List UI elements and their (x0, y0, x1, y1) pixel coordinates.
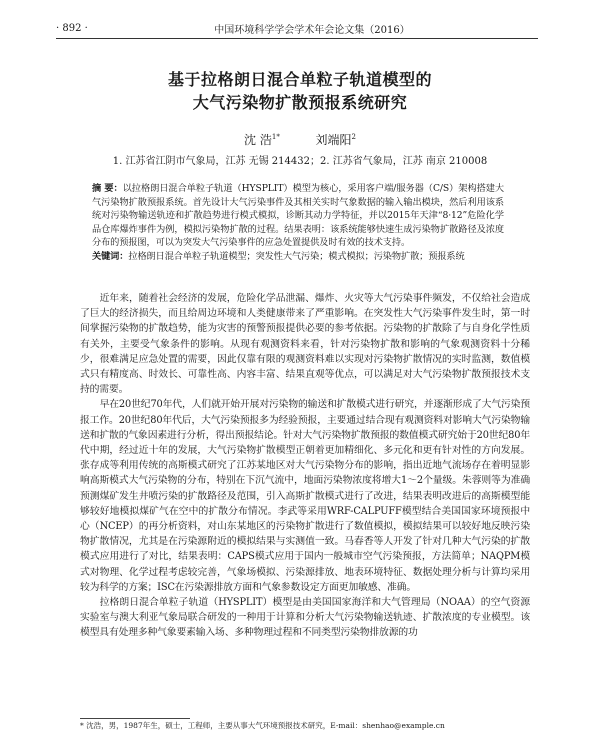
author-1-sup: 1* (271, 133, 280, 141)
abstract-text: 以拉格朗日混合单粒子轨道（HYSPLIT）模型为核心，采用客户端/服务器（C/S）架构搭建大气污染物扩散预报系统。首先设计大气污染事件及其相关实时气象数据的输入输出模块，然后利用该系统对污染物输送轨迹和扩散趋势进行模式模拟，诊断其动力学特征，并以2015年天津“8·12”危险化学品仓库爆炸事件为例，模拟污染物扩散的过程。结果表明：该系统能够快速生成污染物扩散路径及浓度分布的预报图，可以为突发大气污染事件的应急处置提供及时有效的技术支持。 (92, 183, 504, 249)
footnote-rule (80, 718, 190, 719)
author-1: 沈 浩 (244, 133, 272, 147)
paragraph: 拉格朗日混合单粒子轨道（HYSPLIT）模型是由美国国家海洋和大气管理局（NOAA）的空气资源实验室与澳大利亚气象局联合研发的一种用于计算和分析大气污染物输送轨迹、扩散浓度的专业模型。该模型具有处理多种气象要素输入场、多种物理过程和不同类型污染物排放源的功 (80, 597, 530, 639)
keywords-label: 关键词： (92, 250, 129, 262)
author-2-sup: 2 (351, 133, 356, 141)
keywords (92, 250, 504, 264)
running-header (56, 20, 538, 36)
paragraph: 早在20世纪70年代，人们就开始开展对污染物的输送和扩散模式进行研究，并逐渐形成了大气污染预报工作。20世纪80年代后，大气污染预报多为经验预报，主要通过结合现有观测资料对影响大气污染物输送和扩散的气象因素进行分析，得出预报结论。针对大气污染物扩散预报的数值模式研究始于20世纪80年代中期，经过近十年的发展，大气污染物扩散模型正朝着更加精细化、多元化和更有针对性的方向发展。张存成等利用传统的高斯模式研究了江苏某地区对大气污染物分布的影响，指出近地气流场存在着明显影响高斯模式大气污染物的分布，特别在下沉气流中，地面污染物浓度将增大1～2个量级。朱蓉则等为准确预测煤矿发生井喷污染的扩散路径及范围，引入高斯扩散模式进行了改进，结果表明改进后的高斯模型能够较好地模拟煤矿气在空中的扩散分布情况。李武等采用WRF-CALPUFF模型结合美国国家环境预报中心（NCEP）的再分析资料，对山东某地区的污染物扩散进行了数值模拟，模拟结果可以较好地反映污染物扩散情况，尤其是在污染源附近的模拟结果与实测值一致。马春香等人开发了针对几种大气污染的扩散模式应用进行了对比，结果表明：CAPS模式应用于国内一般城市空气污染预报，方法简单；NAQPM模式对物理、化学过程考虑较完善，气象场模拟、污染源排放、地表环境特征、数据处理分析与计算均采用较为科学的方案；ISC在污染源排放方面和气象参数设定方面更加敏感、准确。 (80, 399, 530, 593)
title-line-2: 大气污染物扩散预报系统研究 (192, 93, 408, 112)
author-2: 刘端阳 (315, 133, 352, 147)
paper-title (60, 68, 540, 114)
abstract-label: 摘 要： (92, 183, 123, 194)
author-list (60, 129, 540, 148)
running-title: 中国环境科学学会学术年会论文集（2016） (214, 24, 410, 36)
footnote: * 沈浩，男，1987年生，硕士，工程师，主要从事大气环境预报技术研究，E-mail：shenhao@example.cn (80, 721, 445, 730)
header-rule (56, 38, 538, 39)
affiliations: 1. 江苏省江阴市气象局，江苏 无锡 214432；2. 江苏省气象局，江苏 南京 210008 (112, 156, 488, 167)
keywords-text: 拉格朗日混合单粒子轨道模型；突发性大气污染；模式模拟；污染物扩散；预报系统 (128, 250, 465, 262)
paragraph: 近年来，随着社会经济的发展，危险化学品泄漏、爆炸、火灾等大气污染事件频发，不仅给社会造成了巨大的经济损失，而且给周边环境和人类健康带来了严重影响。在突发性大气污染事件发生时，第一时间掌握污染物的扩散趋势，能为灾害的预警预报提供必要的参考依据。污染物的扩散除了与自身化学性质有关外，主要受气象条件的影响。从现有观测资料来看，针对污染物扩散和影响的气象观测资料十分稀少，很难满足应急处置的需要，因此仅靠有限的观测资料难以实现对污染物扩散情况的实时监测，数值模式只有精度高、时效长、可靠性高、内容丰富、结果直观等优点，可以满足对大气污染物扩散预报技术支持的需要。 (80, 293, 530, 396)
title-line-1: 基于拉格朗日混合单粒子轨道模型的 (167, 70, 432, 89)
page-number: · 892 · (56, 22, 88, 34)
body-text (80, 291, 530, 641)
abstract (92, 182, 504, 264)
